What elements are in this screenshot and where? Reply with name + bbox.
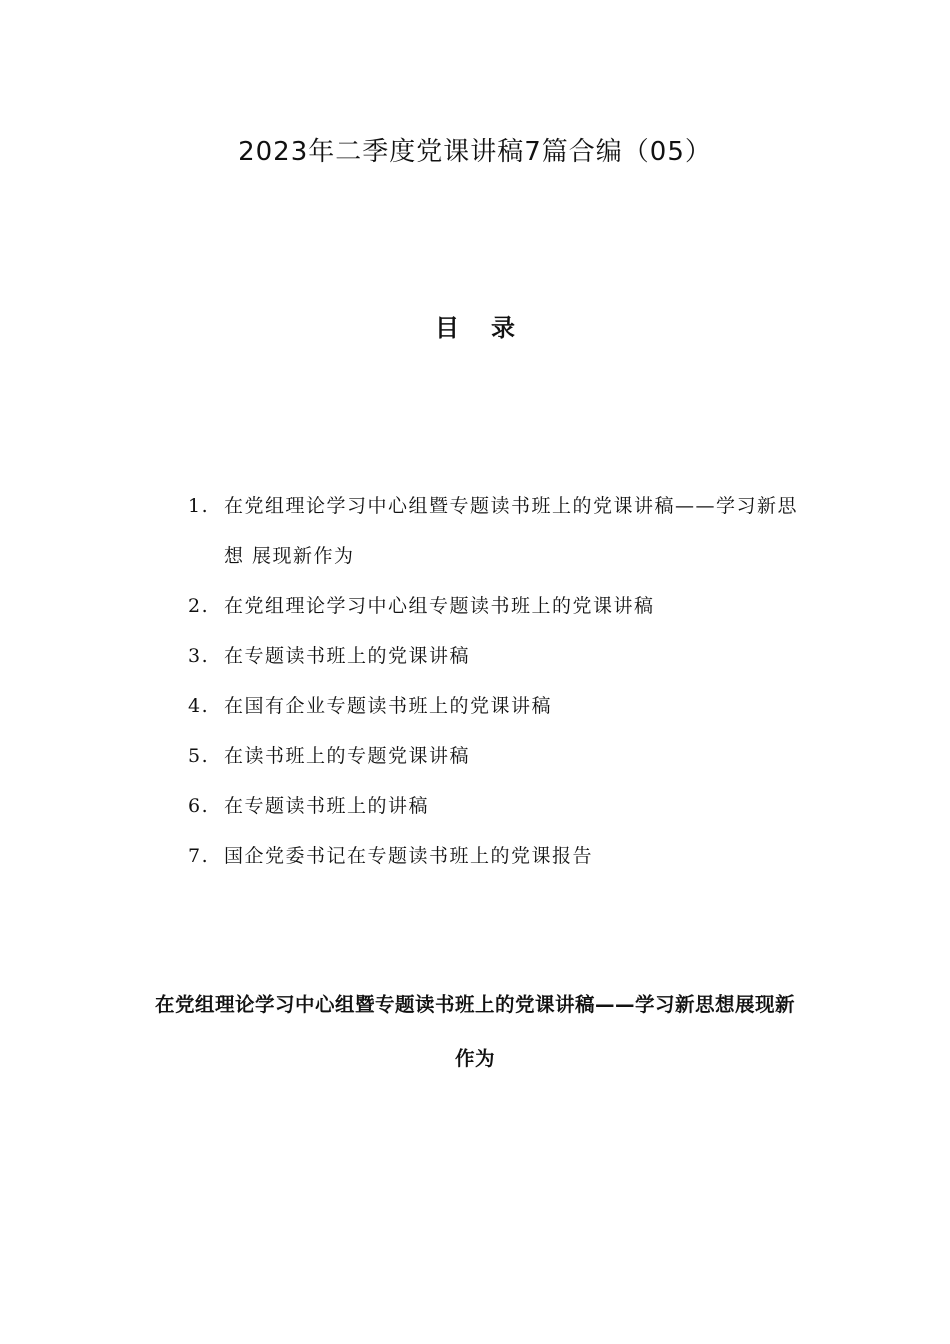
toc-item-number: 7. [188,845,210,867]
toc-item-number: 2. [188,595,210,617]
toc-item [188,831,818,881]
toc-item-title: 在党组理论学习中心组暨专题读书班上的党课讲稿——学习新思想 展现新作为 [224,495,799,567]
toc-item-title: 在国有企业专题读书班上的党课讲稿 [224,695,553,717]
toc-item-number: 6. [188,795,210,817]
toc-item-number: 5. [188,745,210,767]
document-title: 2023年二季度党课讲稿7篇合编（05） [238,137,712,167]
toc-item-number: 1. [188,495,210,517]
toc-item-title: 在专题读书班上的讲稿 [224,795,430,817]
toc-heading: 目录 [435,314,547,342]
toc-item-number: 3. [188,645,210,667]
toc-item-title: 在专题读书班上的党课讲稿 [224,645,471,667]
toc-item-title: 国企党委书记在专题读书班上的党课报告 [224,845,594,867]
toc-item-title: 在读书班上的专题党课讲稿 [224,745,471,767]
toc-item [188,731,818,781]
toc-item [188,781,818,831]
toc-item [188,581,818,631]
toc-item-number: 4. [188,695,210,717]
toc-item [188,681,818,731]
table-of-contents [188,481,818,881]
section-heading: 在党组理论学习中心组暨专题读书班上的党课讲稿——学习新思想展现新作为 [154,993,795,1070]
toc-item [188,631,818,681]
toc-item-title: 在党组理论学习中心组专题读书班上的党课讲稿 [224,595,655,617]
toc-item [188,481,818,581]
